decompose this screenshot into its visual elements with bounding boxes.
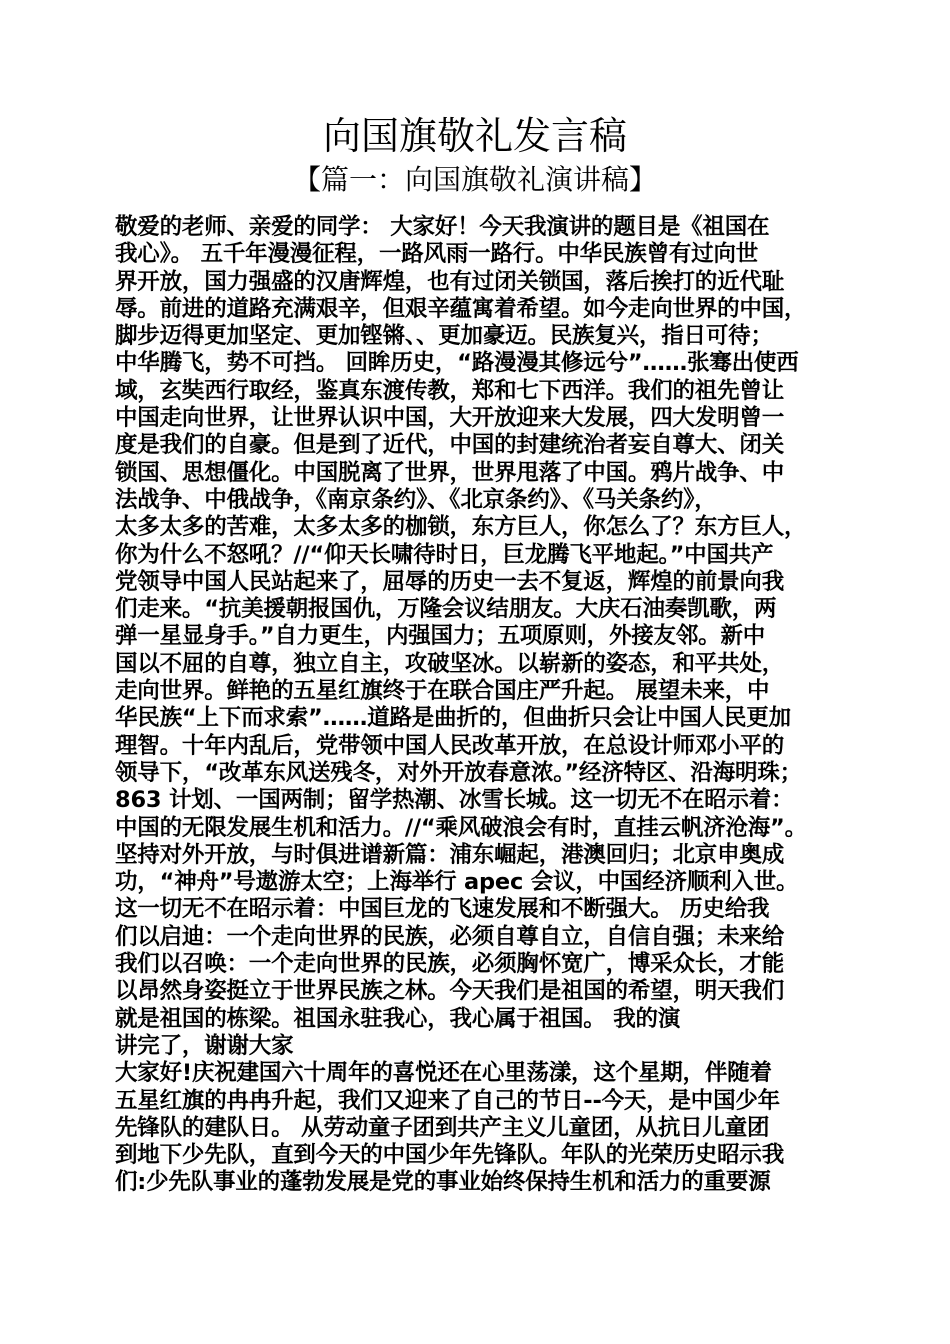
body-line: 太多太多的苦难，太多太多的枷锁，东方巨人，你怎么了？东方巨人，	[115, 514, 807, 541]
document-subtitle: 【篇一：向国旗敬礼演讲稿】	[292, 163, 657, 196]
body-line: 坚持对外开放，与时俱进谱新篇：浦东崛起，港澳回归；北京申奥成	[115, 841, 785, 868]
body-line: 国以不屈的自尊，独立自主，攻破坚冰。以崭新的姿态，和平共处，	[115, 650, 785, 677]
body-line: 863 计划、一国两制；留学热潮、冰雪长城。这一切无不在昭示着：	[115, 787, 794, 814]
body-line: 我们以召唤：一个走向世界的民族，必须胸怀宽广，博采众长，才能	[115, 951, 785, 978]
body-line: 五星红旗的冉冉升起，我们又迎来了自己的节日--今天，是中国少年	[115, 1087, 780, 1114]
body-line: 们:少先队事业的蓬勃发展是党的事业始终保持生机和活力的重要源	[115, 1169, 771, 1196]
body-line: 中华腾飞，势不可挡。 回眸历史，“路漫漫其修远兮”……张骞出使西	[115, 350, 799, 377]
body-line: 弹一星显身手。”自力更生，内强国力；五项原则，外接友邻。新中	[115, 623, 766, 650]
body-line: 域，玄奘西行取经，鉴真东渡传教，郑和七下西洋。我们的祖先曾让	[115, 377, 785, 404]
body-line: 走向世界。鲜艳的五星红旗终于在联合国庄严升起。 展望未来，中	[115, 678, 770, 705]
body-line: 就是祖国的栋梁。祖国永驻我心，我心属于祖国。 我的演	[115, 1005, 681, 1032]
body-line: 讲完了，谢谢大家	[115, 1032, 294, 1059]
body-line: 到地下少先队，直到今天的中国少年先锋队。年队的光荣历史昭示我	[115, 1142, 785, 1169]
body-line: 华民族“上下而求索”……道路是曲折的，但曲折只会让中国人民更加	[115, 705, 791, 732]
body-line: 领导下，“改革东风送残冬，对外开放春意浓。”经济特区、沿海明珠；	[115, 759, 802, 786]
body-line: 你为什么不怒吼？//“仰天长啸待时日，巨龙腾飞平地起。”中国共产	[115, 541, 774, 568]
body-line: 理智。十年内乱后，党带领中国人民改革开放，在总设计师邓小平的	[115, 732, 785, 759]
body-line: 脚步迈得更加坚定、更加铿锵、、更加豪迈。民族复兴，指日可待；	[115, 323, 773, 350]
body-line: 敬爱的老师、亲爱的同学： 大家好！今天我演讲的题目是《祖国在	[115, 214, 770, 240]
body-line: 以昂然身姿挺立于世界民族之林。今天我们是祖国的希望，明天我们	[115, 978, 785, 1005]
body-line: 大家好!庆祝建国六十周年的喜悦还在心里荡漾，这个星期，伴随着	[115, 1060, 772, 1087]
body-line: 这一切无不在昭示着：中国巨龙的飞速发展和不断强大。 历史给我	[115, 896, 770, 923]
body-line: 辱。前进的道路充满艰辛，但艰辛蕴寓着希望。如今走向世界的中国，	[115, 295, 807, 322]
body-line: 们以启迪：一个走向世界的民族，必须自尊自立，自信自强；未来给	[115, 923, 785, 950]
document-title: 向国旗敬礼发言稿	[322, 114, 627, 158]
body-line: 先锋队的建队日。 从劳动童子团到共产主义儿童团，从抗日儿童团	[115, 1114, 770, 1141]
body-line: 我心》。 五千年漫漫征程，一路风雨一路行。中华民族曾有过向世	[115, 241, 759, 268]
body-line: 中国的无限发展生机和活力。//“乘风破浪会有时，直挂云帆济沧海”。	[115, 814, 807, 841]
body-line: 中国走向世界，让世界认识中国，大开放迎来大发展，四大发明曾一	[115, 405, 785, 432]
body-line: 界开放，国力强盛的汉唐辉煌，也有过闭关锁国，落后挨打的近代耻	[115, 268, 785, 295]
body-line: 们走来。“抗美援朝报国仇，万隆会议结朋友。大庆石油奏凯歌，两	[115, 596, 777, 623]
body-line: 度是我们的自豪。但是到了近代，中国的封建统治者妄自尊大、闭关	[115, 432, 785, 459]
body-line: 法战争、中俄战争，《南京条约》、《北京条约》、《马关条约》，	[115, 486, 717, 513]
body-line: 党领导中国人民站起来了，屈辱的历史一去不复返，辉煌的前景向我	[115, 568, 785, 595]
body-line: 锁国、思想僵化。中国脱离了世界，世界甩落了中国。鸦片战争、中	[115, 459, 785, 486]
body-line: 功，“神舟”号遨游太空；上海举行 apec 会议，中国经济顺利入世。	[115, 869, 799, 896]
document-body	[115, 214, 855, 1197]
